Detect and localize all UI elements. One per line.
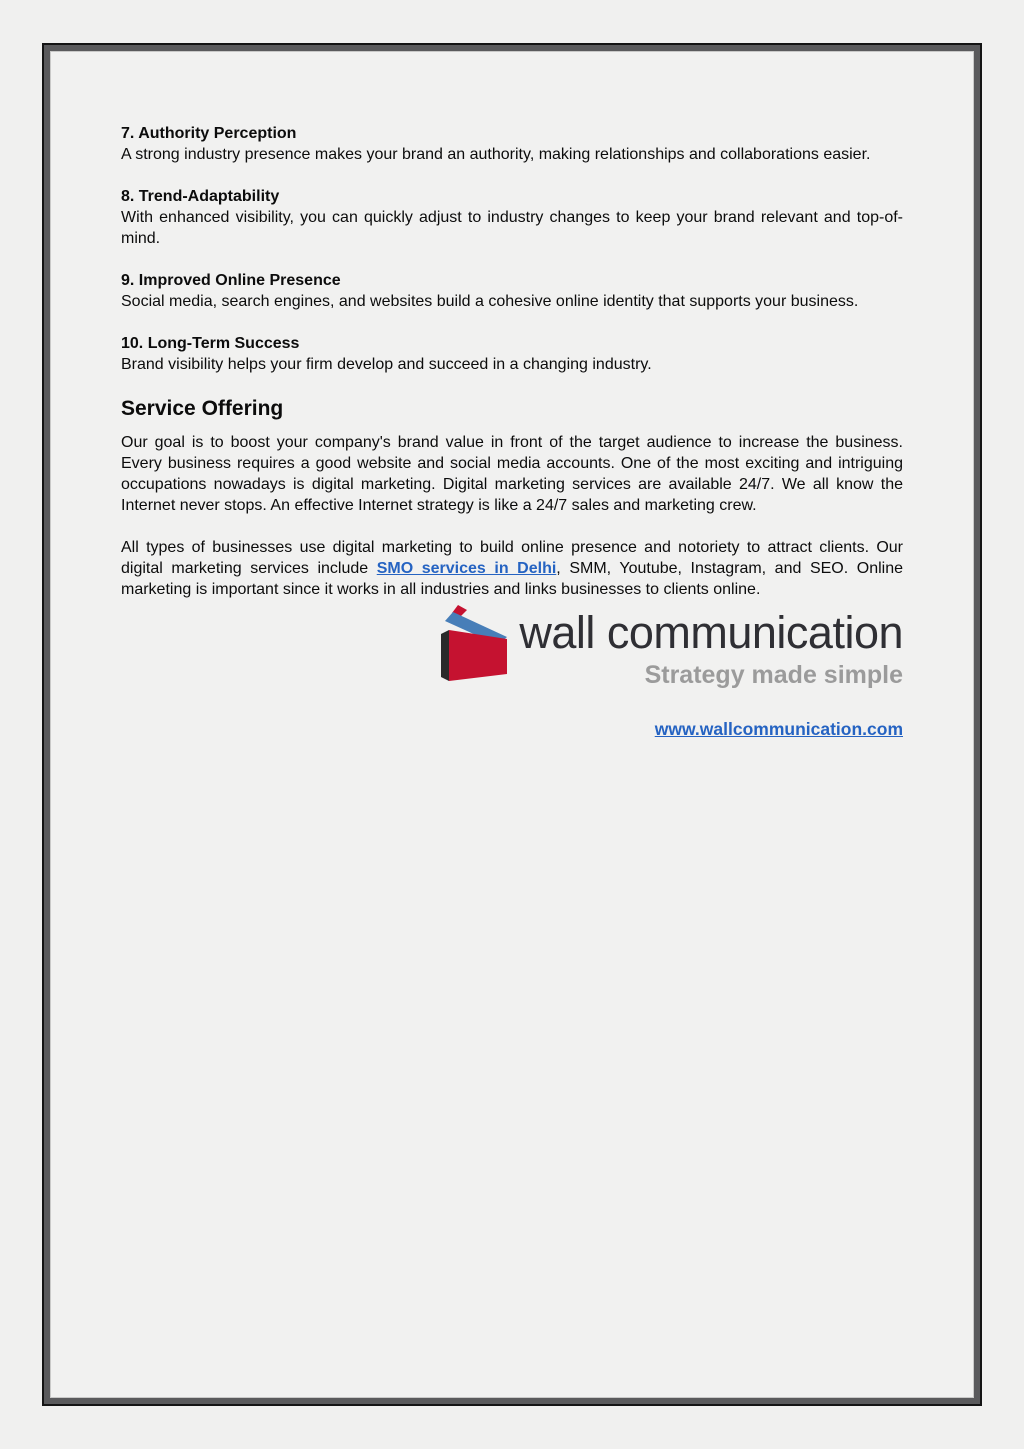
section-heading: 10. Long-Term Success (121, 335, 300, 352)
section-long-term-success (121, 333, 903, 375)
section-heading: 7. Authority Perception (121, 125, 297, 142)
wall-communication-logo-icon (440, 604, 510, 682)
section-authority-perception (121, 123, 903, 165)
website-url-row (655, 719, 903, 740)
section-body: Brand visibility helps your firm develop and succeed in a changing industry. (121, 356, 652, 373)
section-trend-adaptability (121, 186, 903, 249)
section-body: Social media, search engines, and websites build a cohesive online identity that supports your business. (121, 293, 859, 310)
section-heading: 8. Trend-Adaptability (121, 188, 280, 205)
website-link[interactable]: www.wallcommunication.com (654, 719, 903, 739)
section-improved-online-presence (121, 270, 903, 312)
paragraph-2-text-after-link: , SMM, Youtube, Instagram, and SEO. Online marketing is important since it works in all industries and links businesses to clients online. (121, 560, 904, 598)
page-content (50, 51, 974, 1398)
logo-wordmark: wall communication (519, 607, 903, 658)
section-heading: 9. Improved Online Presence (121, 272, 341, 289)
service-offering-paragraph-2 (121, 537, 903, 600)
section-body: A strong industry presence makes your brand an authority, making relationships and collaborations easier. (121, 146, 871, 163)
logo-tagline: Strategy made simple (644, 661, 903, 689)
logo-block (121, 604, 903, 740)
paragraph-2-text-before-link: All types of businesses use digital marketing to build online presence and notoriety to attract clients. Our digital marketing services include (121, 539, 903, 577)
service-offering-heading: Service Offering (121, 397, 284, 420)
logo-lockup (440, 604, 903, 658)
page-border-frame (42, 43, 982, 1406)
page-border-band (44, 45, 980, 1404)
smo-services-in-delhi-link[interactable]: SMO services in Delhi (376, 560, 557, 577)
service-offering-paragraph-1: Our goal is to boost your company's brand value in front of the target audience to increase the business. Every business requires a good website and social media accounts. One of the most exciting and intriguing occupations nowadays is digital marketing. Digital marketing services are available 24/7. We all know the Internet never stops. An effective Internet strategy is like a 24/7 sales and marketing crew. (121, 434, 903, 514)
section-body: With enhanced visibility, you can quickly adjust to industry changes to keep your brand relevant and top-of-mind. (121, 209, 903, 247)
